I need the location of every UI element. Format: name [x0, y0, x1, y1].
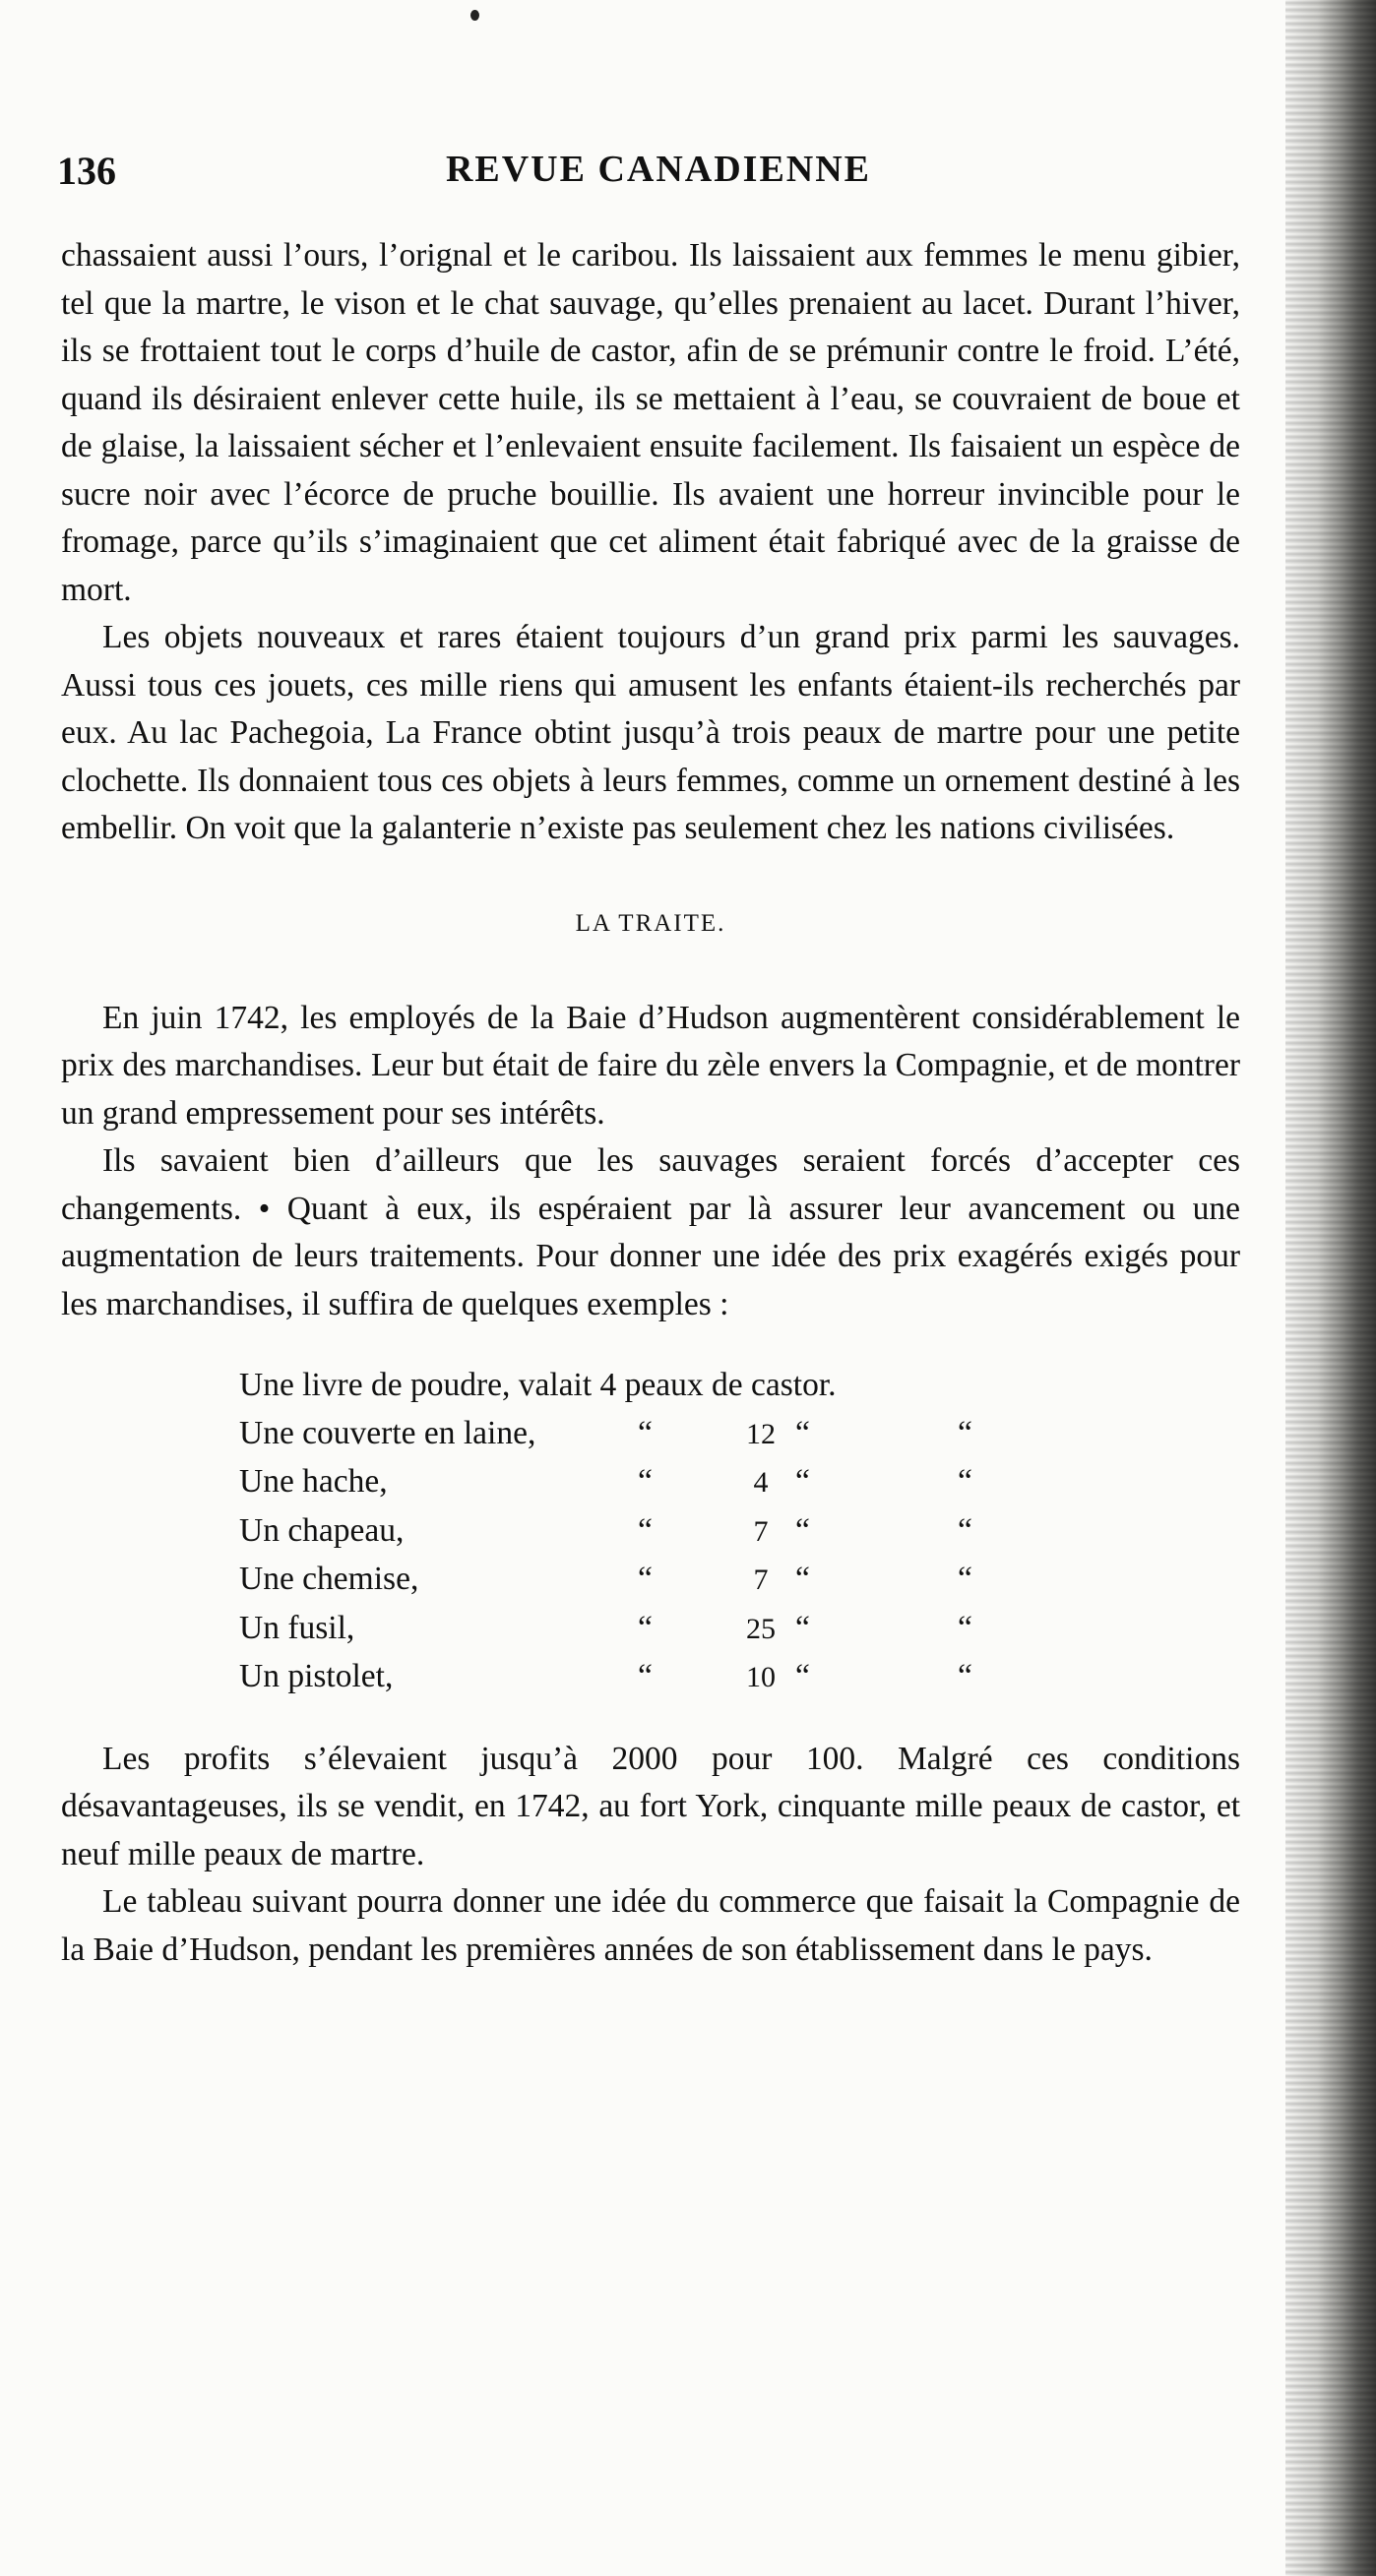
body-text	[61, 232, 1240, 1974]
price-row	[239, 1653, 972, 1702]
ditto-mark: “	[958, 1414, 972, 1451]
ditto-mark: “	[638, 1658, 653, 1694]
price-value: 7	[753, 1514, 769, 1548]
paragraph-6: Le tableau suivant pourra donner une idée du commerce que faisait la Compagnie de la Baie d’Hudson, pendant les premières années de son établissement dans le pays.	[61, 1883, 1240, 1968]
ditto-mark: “	[638, 1511, 653, 1549]
price-row	[239, 1556, 972, 1605]
price-row	[239, 1410, 972, 1459]
price-row	[239, 1605, 972, 1654]
page-edge-shadow	[1285, 0, 1376, 2576]
ditto-mark: “	[638, 1561, 653, 1597]
ditto-mark: “	[795, 1561, 810, 1597]
price-item: Une chemise,	[239, 1561, 419, 1597]
ditto-mark: “	[958, 1511, 972, 1549]
price-row	[239, 1458, 972, 1507]
ditto-mark: “	[958, 1658, 972, 1694]
price-value: 25	[746, 1612, 776, 1645]
price-item: Un fusil,	[239, 1609, 355, 1646]
price-item: Un pistolet,	[239, 1658, 394, 1694]
ditto-mark: “	[795, 1658, 810, 1694]
price-value: 10	[746, 1661, 776, 1693]
ditto-mark: “	[958, 1609, 972, 1646]
paragraph-3: En juin 1742, les employés de la Baie d’Hudson augmentèrent considérablement le prix des marchandises. Leur but était de faire du zèle envers la Compagnie, et de montrer un grand empressement pour ses intérêts.	[61, 999, 1240, 1132]
page-header	[57, 148, 1260, 207]
price-row	[239, 1507, 972, 1557]
ditto-mark: “	[795, 1511, 810, 1549]
paragraph-5: Les profits s’élevaient jusqu’à 2000 pour 100. Malgré ces conditions désavantageuses, ils se vendit, en 1742, au fort York, cinquante mille peaux de castor, et neuf mille peaux de martre.	[61, 1740, 1240, 1872]
price-item: Une hache,	[239, 1463, 388, 1500]
price-list-first-line: Une livre de poudre, valait 4 peaux de castor.	[239, 1367, 837, 1403]
ditto-mark: “	[958, 1561, 972, 1597]
paragraph-1: chassaient aussi l’ours, l’orignal et le caribou. Ils laissaient aux femmes le menu gibier, tel que la martre, le vison et le chat sauvage, qu’elles prenaient au lacet. Durant l’hiver, ils se frottaient tout le corps d’huile de castor, afin de se prémunir contre le froid. L’été, quand ils désiraient enlever cette huile, ils se mettaient à l’eau, se couvraient de boue et de glaise, la laissaient sécher et l’enlevaient ensuite facilement. Ils faisaient un espèce de sucre noir avec l’écorce de pruche bouillie. Ils avaient une horreur invincible pour le fromage, parce qu’ils s’imaginaient que cet aliment était fabriqué avec de la graisse de mort.	[61, 237, 1240, 608]
ditto-mark: “	[638, 1609, 653, 1646]
paragraph-4: Ils savaient bien d’ailleurs que les sauvages seraient forcés d’accepter ces changements. • Quant à eux, ils espéraient par là assurer leur avancement ou une augmentation de leurs traitements. Pour donner une idée des prix exagérés exigés pour les marchandises, il suffira de quelques exemples :	[61, 1142, 1240, 1322]
running-title: REVUE CANADIENNE	[445, 149, 872, 190]
ditto-mark: “	[958, 1463, 972, 1500]
page-number: 136	[57, 149, 116, 193]
price-item: Un chapeau,	[239, 1511, 405, 1549]
price-list	[239, 1362, 972, 1702]
ditto-mark: “	[638, 1414, 653, 1451]
ditto-mark: “	[638, 1463, 653, 1500]
price-value: 4	[753, 1466, 769, 1499]
ink-speck	[470, 10, 479, 21]
paragraph-2: Les objets nouveaux et rares étaient toujours d’un grand prix parmi les sauvages. Aussi tous ces jouets, ces mille riens qui amusent les enfants étaient-ils recherchés par eux. Au lac Pachegoia, La France obtint jusqu’à trois peaux de martre pour une petite clochette. Ils donnaient tous ces objets à leurs femmes, comme un ornement destiné à les embellir. On voit que la galanterie n’existe pas seulement chez les nations civilisées.	[61, 619, 1240, 846]
price-value: 12	[746, 1417, 776, 1450]
ditto-mark: “	[795, 1463, 810, 1500]
ditto-mark: “	[795, 1609, 810, 1646]
price-list-first-line-row	[239, 1362, 972, 1410]
ditto-mark: “	[795, 1414, 810, 1451]
price-value: 7	[753, 1564, 769, 1596]
price-item: Une couverte en laine,	[239, 1414, 536, 1451]
section-heading: LA TRAITE.	[575, 909, 726, 937]
